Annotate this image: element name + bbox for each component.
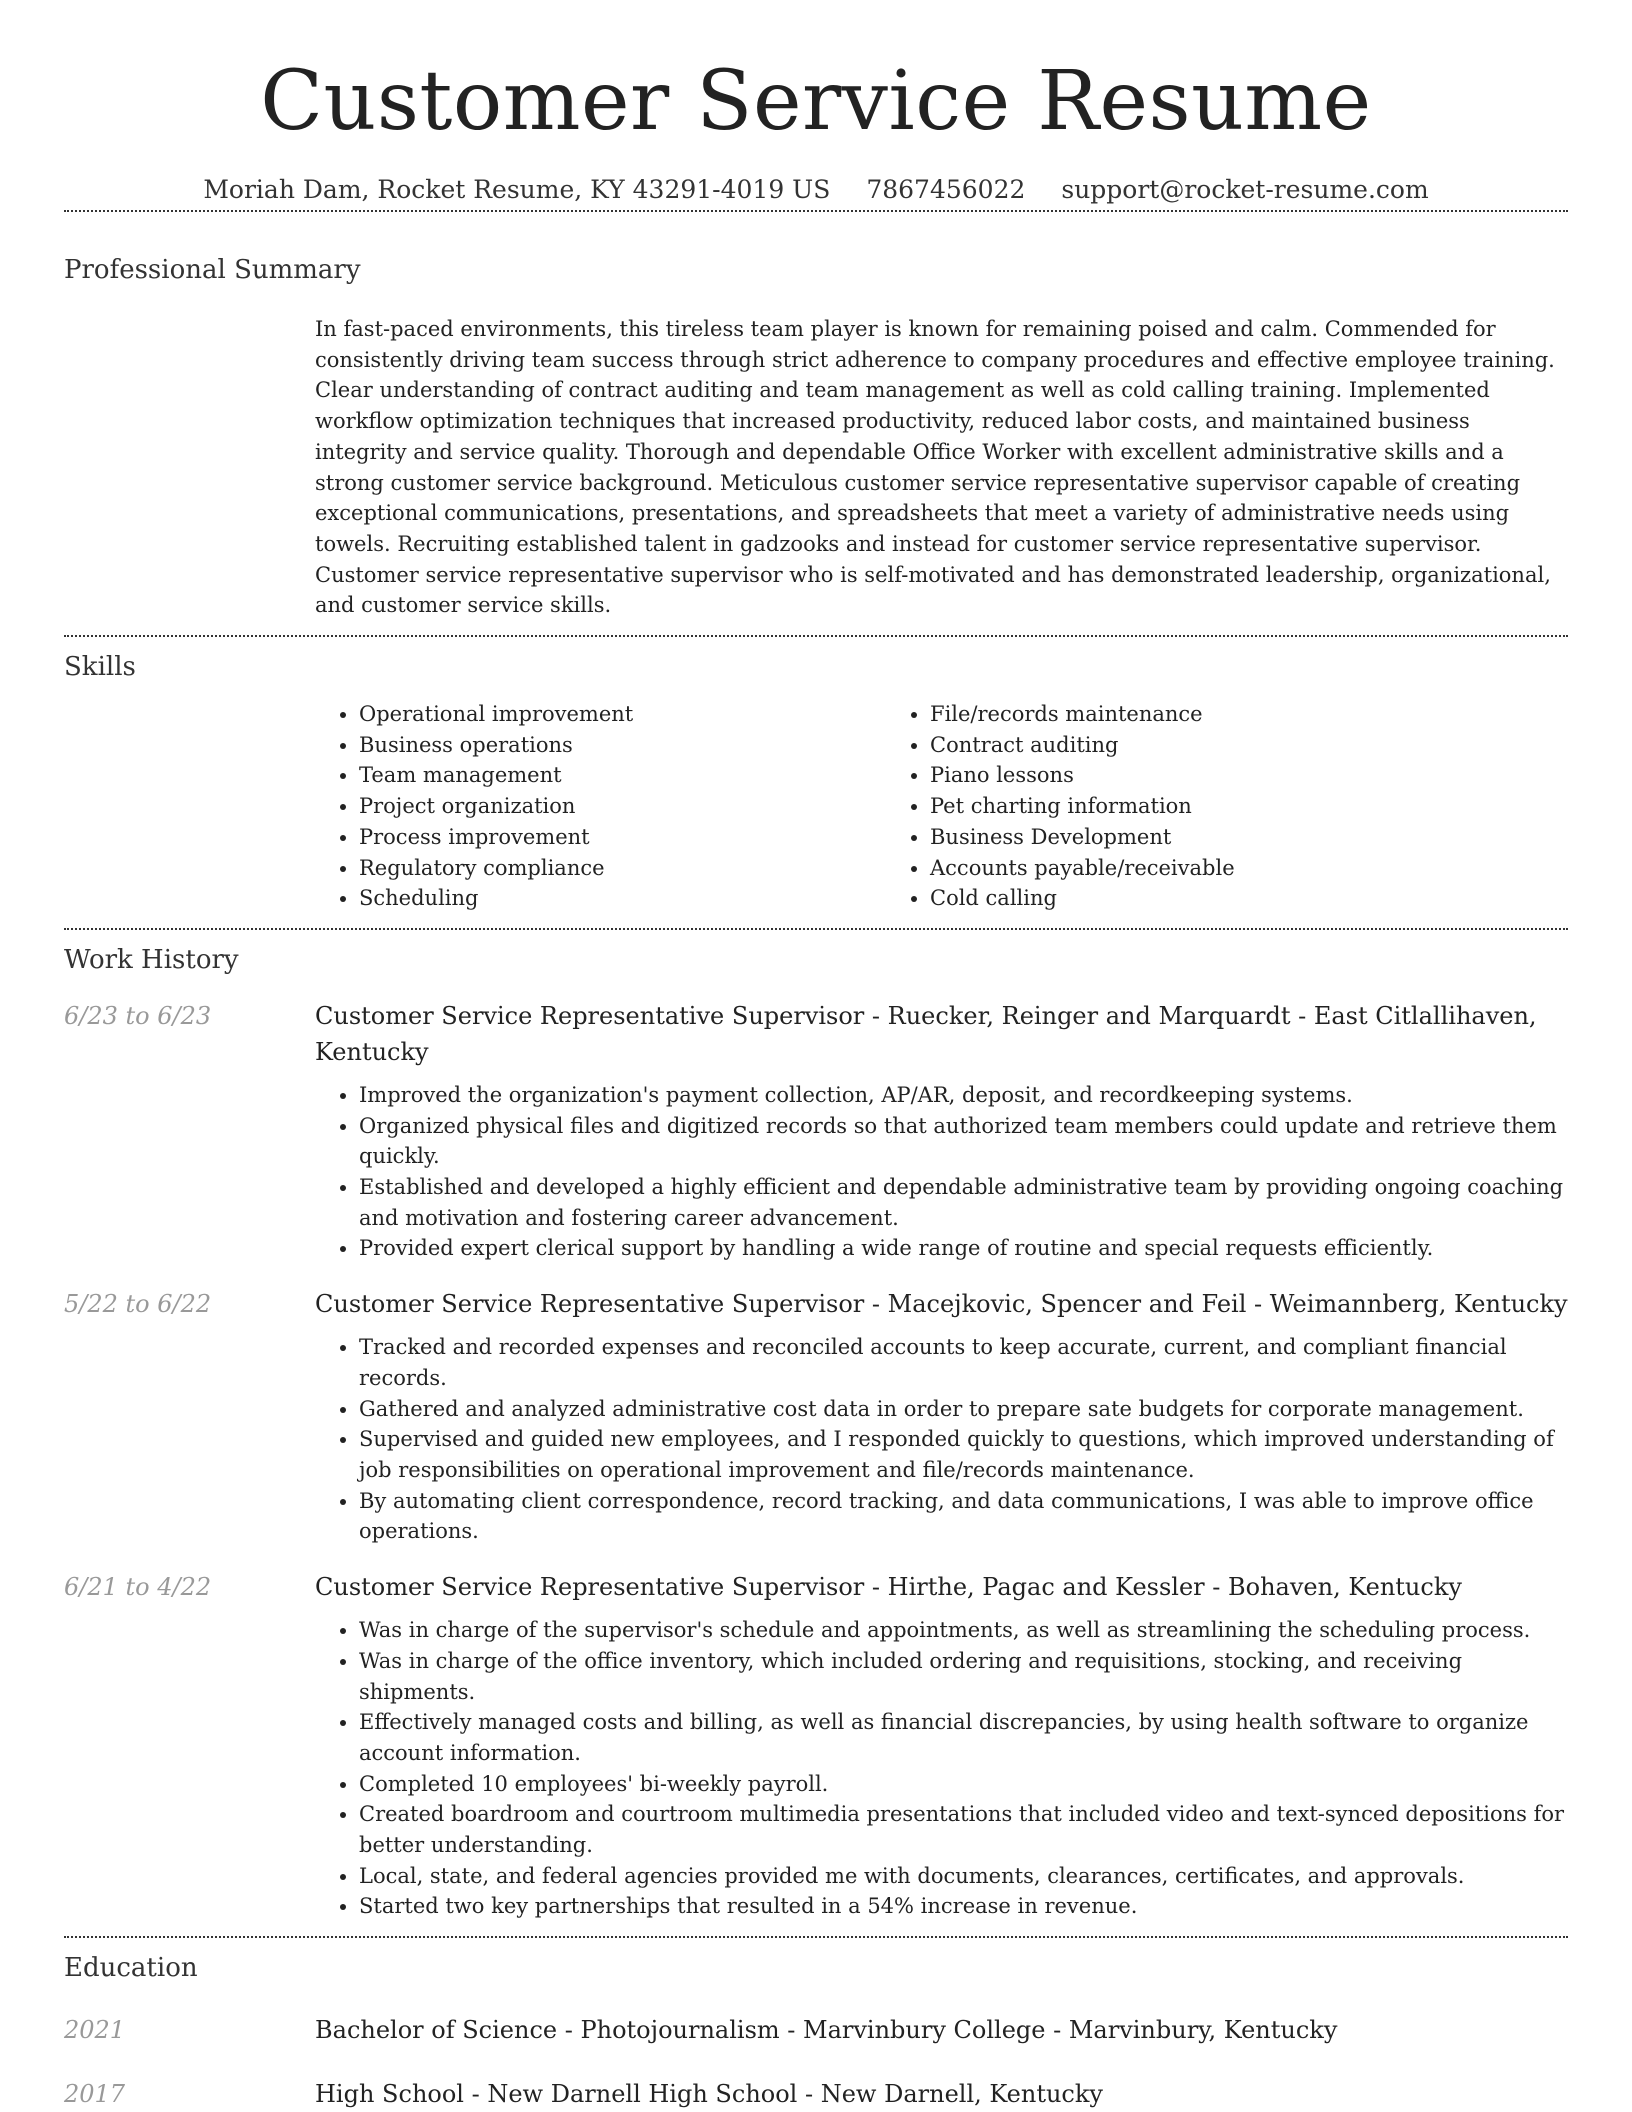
skills-heading: Skills	[64, 652, 136, 683]
job-bullets	[315, 1332, 1568, 1547]
skills-columns	[315, 699, 1568, 914]
job-bullet: • Started two key partnerships that resulted in a 54% increase in revenue.	[359, 1891, 1568, 1922]
job-entry	[64, 1286, 1568, 1547]
skill-item: • Business operations	[359, 730, 886, 761]
job-detail: - Ruecker, Reinger and Marquardt - East Citlallihaven, Kentucky	[315, 1001, 1537, 1066]
job-dates: 6/23 to 6/23	[64, 1001, 212, 1030]
skill-item: • Operational improvement	[359, 699, 886, 730]
skills-section	[64, 637, 1568, 914]
job-bullet: • Local, state, and federal agencies provided me with documents, clearances, certificates, and approvals.	[359, 1861, 1568, 1892]
education-degree: High School	[315, 2080, 464, 2109]
job-role: Customer Service Representative Supervisor	[315, 1290, 865, 1319]
education-degree: Bachelor of Science	[315, 2016, 558, 2045]
job-bullet: • Improved the organization's payment collection, AP/AR, deposit, and recordkeeping systems.	[359, 1080, 1568, 1111]
education-heading: Education	[64, 1953, 198, 1984]
job-body	[315, 1569, 1568, 1922]
job-bullet: • Was in charge of the office inventory, which included ordering and requisitions, stocking, and receiving shipments.	[359, 1646, 1568, 1707]
job-bullet: • Gathered and analyzed administrative cost data in order to prepare sate budgets for corporate management.	[359, 1394, 1568, 1425]
job-body	[315, 1286, 1568, 1547]
skill-item: • Contract auditing	[930, 730, 1457, 761]
job-bullets	[315, 1615, 1568, 1922]
job-entry	[64, 998, 1568, 1264]
skill-item: • Pet charting information	[930, 791, 1457, 822]
skill-item: • Project organization	[359, 791, 886, 822]
education-detail: - Photojournalism - Marvinbury College - Marvinbury, Kentucky	[557, 2016, 1338, 2045]
work-history-heading: Work History	[64, 944, 239, 975]
skill-item: • Scheduling	[359, 883, 886, 914]
summary-heading: Professional Summary	[64, 255, 361, 285]
job-role: Customer Service Representative Supervisor	[315, 1573, 865, 1602]
job-bullet: • Created boardroom and courtroom multimedia presentations that included video and text-synced depositions for better understanding.	[359, 1799, 1568, 1860]
summary-section	[64, 212, 1568, 621]
skill-item: • Accounts payable/receivable	[930, 853, 1457, 884]
job-bullet: • Effectively managed costs and billing, as well as financial discrepancies, by using health software to organize account information.	[359, 1707, 1568, 1768]
education-title	[315, 2012, 1337, 2048]
skill-item: • Business Development	[930, 822, 1457, 853]
job-role: Customer Service Representative Supervisor	[315, 1001, 865, 1030]
education-entry	[64, 2076, 1568, 2112]
job-entry	[64, 1569, 1568, 1922]
job-dates: 5/22 to 6/22	[64, 1290, 212, 1319]
skill-item: • Cold calling	[930, 883, 1457, 914]
job-bullet: • Supervised and guided new employees, and I responded quickly to questions, which improved understanding of job responsibilities on operational improvement and file/records maintenance.	[359, 1424, 1568, 1485]
skills-list-left	[315, 699, 886, 914]
skill-item: • Team management	[359, 760, 886, 791]
education-year: 2017	[64, 2080, 126, 2109]
job-detail: - Hirthe, Pagac and Kessler - Bohaven, Kentucky	[864, 1573, 1462, 1602]
job-bullet: • By automating client correspondence, record tracking, and data communications, I was able to improve office operations.	[359, 1486, 1568, 1547]
contact-email: support@rocket-resume.com	[1061, 175, 1429, 204]
job-title	[315, 998, 1568, 1070]
job-body	[315, 998, 1568, 1264]
work-history-section	[64, 930, 1568, 1922]
contact-line	[64, 170, 1568, 210]
skill-item: • Process improvement	[359, 822, 886, 853]
resume-title: Customer Service Resume	[260, 54, 1372, 149]
education-entry	[64, 2012, 1568, 2048]
job-bullet: • Established and developed a highly efficient and dependable administrative team by providing ongoing coaching and motivation and fostering career advancement.	[359, 1172, 1568, 1233]
skill-item: • Piano lessons	[930, 760, 1457, 791]
job-bullets	[315, 1080, 1568, 1264]
education-section	[64, 1938, 1568, 2112]
education-detail: - New Darnell High School - New Darnell, Kentucky	[463, 2080, 1103, 2109]
education-year: 2021	[64, 2016, 126, 2045]
education-title	[315, 2076, 1103, 2112]
job-dates: 6/21 to 4/22	[64, 1573, 212, 1602]
job-detail: - Macejkovic, Spencer and Feil - Weimannberg, Kentucky	[864, 1290, 1568, 1319]
contact-phone: 7867456022	[866, 175, 1026, 204]
skill-item: • File/records maintenance	[930, 699, 1457, 730]
skill-item: • Regulatory compliance	[359, 853, 886, 884]
job-bullet: • Tracked and recorded expenses and reconciled accounts to keep accurate, current, and compliant financial records.	[359, 1332, 1568, 1393]
job-bullet: • Provided expert clerical support by handling a wide range of routine and special requests efficiently.	[359, 1233, 1568, 1264]
job-bullet: • Completed 10 employees' bi-weekly payroll.	[359, 1769, 1568, 1800]
skills-list-right	[886, 699, 1457, 914]
job-bullet: • Organized physical files and digitized records so that authorized team members could update and retrieve them quickly.	[359, 1111, 1568, 1172]
job-bullet: • Was in charge of the supervisor's schedule and appointments, as well as streamlining the scheduling process.	[359, 1615, 1568, 1646]
job-title	[315, 1286, 1568, 1322]
contact-address: Moriah Dam, Rocket Resume, KY 43291-4019 US	[203, 175, 831, 204]
job-title	[315, 1569, 1568, 1605]
summary-text: In fast-paced environments, this tireless team player is known for remaining poised and calm. Commended for consistently driving team success through strict adherence to company procedures and effective employee training. Clear understanding of contract auditing and team management as well as cold calling training. Implemented workflow optimization techniques that increased productivity, reduced labor costs, and maintained business integrity and service quality. Thorough and dependable Office Worker with excellent administrative skills and a strong customer service background. Meticulous customer service representative supervisor capable of creating exceptional communications, presentations, and spreadsheets that meet a variety of administrative needs using towels. Recruiting established talent in gadzooks and instead for customer service representative supervisor. Customer service representative supervisor who is self-motivated and has demonstrated leadership, organizational, and customer service skills.	[315, 317, 1555, 618]
